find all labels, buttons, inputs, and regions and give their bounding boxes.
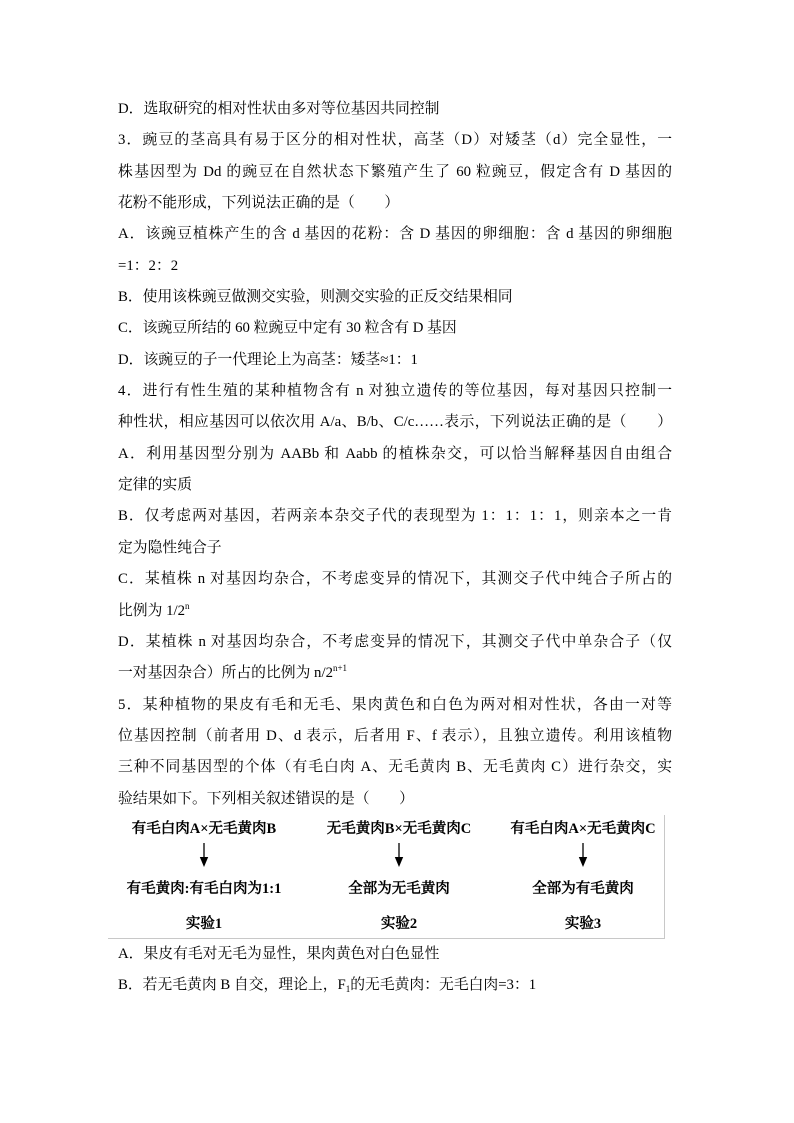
experiment-3	[501, 815, 665, 937]
q5-stem-line-2: 位基因控制（前者用 D、d 表示，后者用 F、f 表示），且独立遗传。利用该植物	[118, 727, 672, 744]
experiment-1	[122, 815, 286, 937]
q4-option-d-line-2	[118, 658, 672, 689]
q3-stem-line-1: 3．豌豆的茎高具有易于区分的相对性状，高茎（D）对矮茎（d）完全显性，一	[118, 132, 672, 149]
q3-option-a-line-2: =1：2：2	[118, 257, 179, 274]
q5-stem-line-4: 验结果如下。下列相关叙述错误的是（ ）	[118, 790, 414, 807]
down-arrow-icon	[577, 843, 589, 867]
q4-stem-line-2: 种性状，相应基因可以依次用 A/a、B/b、C/c……表示，下列说法正确的是（ ）	[118, 414, 672, 431]
experiment-2-result: 全部为无毛黄肉	[348, 880, 450, 897]
q5-option-b	[118, 970, 672, 1001]
experiment-3-cross: 有毛白肉A×无毛黄肉C	[510, 820, 656, 837]
q5-option-b-text-before: B．若无毛黄肉 B 自交，理论上，F	[118, 977, 346, 994]
q4-stem-line-1: 4．进行有性生殖的某种植物含有 n 对独立遗传的等位基因，每对基因只控制一	[118, 383, 672, 400]
q4-option-b-line-1: B．仅考虑两对基因，若两亲本杂交子代的表现型为 1：1：1：1，则亲本之一肯	[118, 508, 672, 525]
q4-option-a-line-1: A．利用基因型分别为 AABb 和 Aabb 的植株杂交，可以恰当解释基因自由组合	[118, 445, 672, 462]
experiment-3-label: 实验3	[564, 915, 602, 932]
q4-option-c-text: 比例为 1/2	[118, 602, 185, 619]
q5-stem-line-1: 5．某种植物的果皮有毛和无毛、果肉黄色和白色为两对相对性状，各由一对等	[118, 696, 672, 713]
experiment-figure	[108, 815, 665, 939]
experiment-1-cross: 有毛白肉A×无毛黄肉B	[131, 820, 277, 837]
q4-option-d-exponent: n+1	[332, 663, 348, 674]
experiment-3-result: 全部为有毛黄肉	[532, 880, 634, 897]
q4-option-d-line-1: D．某植株 n 对基因均杂合，不考虑变异的情况下，其测交子代中单杂合子（仅	[118, 633, 672, 650]
experiment-2-cross: 无毛黄肉B×无毛黄肉C	[326, 820, 472, 837]
page-content	[118, 94, 672, 1002]
q4-option-d-text: 一对基因杂合）所占的比例为 n/2	[118, 665, 333, 682]
q3-option-c: C．该豌豆所结的 60 粒豌豆中定有 30 粒含有 D 基因	[118, 320, 457, 337]
experiment-2	[317, 815, 481, 937]
q4-option-a-line-2: 定律的实质	[118, 477, 192, 494]
q3-option-b: B．使用该株豌豆做测交实验，则测交实验的正反交结果相同	[118, 289, 513, 306]
q5-option-b-text-after: 的无毛黄肉：无毛白肉=3：1	[350, 977, 537, 994]
q3-stem-line-3: 花粉不能形成，下列说法正确的是（ ）	[118, 195, 400, 212]
experiment-1-label: 实验1	[185, 915, 223, 932]
q3-option-d: D．该豌豆的子一代理论上为高茎：矮茎≈1：1	[118, 351, 418, 368]
q5-option-a: A．果皮有毛对无毛为显性，果肉黄色对白色显性	[118, 945, 440, 962]
q3-stem-line-2: 株基因型为 Dd 的豌豆在自然状态下繁殖产生了 60 粒豌豆，假定含有 D 基因的	[118, 163, 672, 180]
experiment-1-result: 有毛黄肉:有毛白肉为1:1	[126, 880, 282, 897]
q4-option-b-line-2: 定为隐性纯合子	[118, 539, 222, 556]
q4-option-c-line-2	[118, 596, 672, 627]
prev-question-option-d: D．选取研究的相对性状由多对等位基因共同控制	[118, 101, 440, 117]
down-arrow-icon	[393, 843, 405, 867]
q5-stem-line-3: 三种不同基因型的个体（有毛白肉 A、无毛黄肉 B、无毛黄肉 C）进行杂交，实	[118, 759, 672, 776]
q4-option-c-line-1: C．某植株 n 对基因均杂合，不考虑变异的情况下，其测交子代中纯合子所占的	[118, 571, 672, 588]
experiment-2-label: 实验2	[380, 915, 418, 932]
down-arrow-icon	[198, 843, 210, 867]
q4-option-c-exponent: n	[185, 600, 190, 611]
q3-option-a-line-1: A．该豌豆植株产生的含 d 基因的花粉：含 D 基因的卵细胞：含 d 基因的卵细胞	[118, 226, 672, 243]
q5-option-b-subscript: 1	[345, 984, 351, 995]
